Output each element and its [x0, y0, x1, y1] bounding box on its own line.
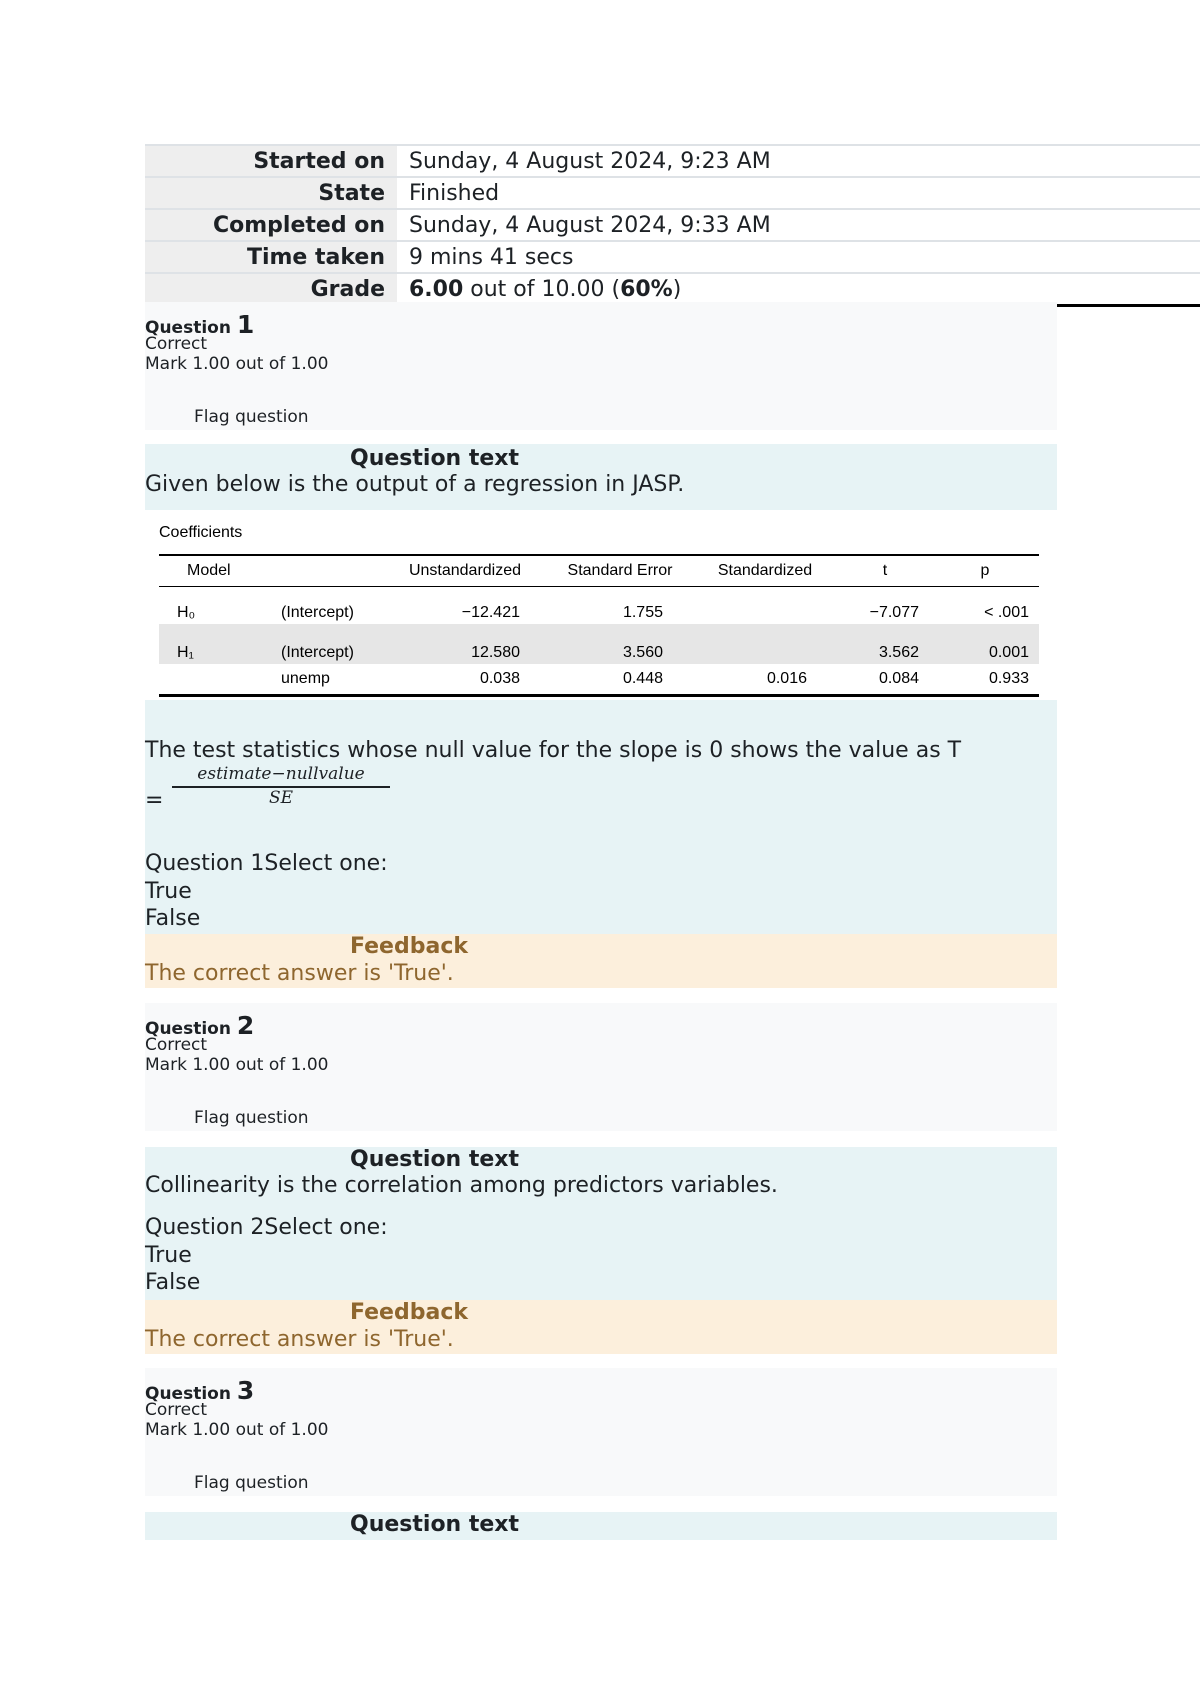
- summary-label: Grade: [145, 273, 397, 306]
- cell-p: 0.001: [988, 644, 1029, 661]
- cell-p: 0.933: [988, 670, 1029, 687]
- question-grade: Mark 1.00 out of 1.00: [145, 1055, 329, 1075]
- question-formulation-1-top: [145, 444, 1057, 511]
- question-statement: The test statistics whose null value for the slope is 0 shows the value as T: [145, 738, 962, 763]
- question-state: Correct: [145, 1400, 208, 1420]
- cell-term: (Intercept): [281, 604, 354, 621]
- cell-t: 3.562: [878, 644, 919, 661]
- feedback-2: [145, 1300, 1057, 1354]
- question-state: Correct: [145, 1035, 208, 1055]
- summary-row-started: [145, 145, 1200, 177]
- flag-question-link[interactable]: Flag question: [194, 1473, 309, 1493]
- select-one-prompt: Question 2Select one:: [145, 1215, 388, 1240]
- col-header-t: t: [882, 562, 888, 579]
- feedback-1: [145, 934, 1057, 988]
- formula-equals: =: [145, 788, 164, 813]
- cell-model: H₀: [177, 604, 196, 621]
- table-header-rule: [159, 586, 1039, 587]
- feedback-text: The correct answer is 'True'.: [145, 1327, 454, 1352]
- grade-value: [397, 273, 1200, 306]
- table-caption: Coefficients: [159, 524, 243, 541]
- cell-t: 0.084: [878, 670, 919, 687]
- question-info-1: [145, 302, 1057, 430]
- question-number-value: 3: [236, 1376, 255, 1405]
- col-header-p: p: [980, 562, 990, 579]
- grade-score: 6.00: [409, 276, 464, 302]
- col-header-standardized: Standardized: [717, 562, 813, 579]
- flag-question-link[interactable]: Flag question: [194, 407, 309, 427]
- summary-row-state: [145, 177, 1200, 209]
- summary-value: Finished: [397, 177, 1200, 209]
- question-info-3: [145, 1368, 1057, 1496]
- formula-numerator: estimate−nullvalue: [197, 764, 365, 784]
- cell-t: −7.077: [869, 604, 919, 621]
- cell-unstandardized: −12.421: [461, 604, 520, 621]
- summary-row-completed: [145, 209, 1200, 241]
- feedback-header: Feedback: [350, 1300, 468, 1325]
- summary-value: 9 mins 41 secs: [397, 241, 1200, 273]
- summary-value: Sunday, 4 August 2024, 9:33 AM: [397, 209, 1200, 241]
- cell-standard-error: 0.448: [622, 670, 663, 687]
- answer-option-false[interactable]: False: [145, 1270, 201, 1295]
- answer-option-true[interactable]: True: [145, 879, 192, 904]
- question-state: Correct: [145, 334, 208, 354]
- summary-row-grade: [145, 273, 1200, 306]
- grade-out-of: out of 10.00 (: [463, 276, 621, 302]
- cell-standard-error: 1.755: [622, 604, 663, 621]
- question-grade: Mark 1.00 out of 1.00: [145, 354, 329, 374]
- summary-label: Started on: [145, 145, 397, 177]
- question-formulation-2: [145, 1147, 1057, 1300]
- col-header-standard-error: Standard Error: [567, 562, 673, 579]
- jasp-coefficients-table: [145, 510, 1057, 700]
- question-text: Collinearity is the correlation among predictors variables.: [145, 1173, 778, 1198]
- cell-term: unemp: [281, 670, 330, 687]
- feedback-text: The correct answer is 'True'.: [145, 961, 454, 986]
- question-text-header: Question text: [350, 1147, 520, 1172]
- summary-label: Completed on: [145, 209, 397, 241]
- feedback-header: Feedback: [350, 934, 468, 959]
- cell-standard-error: 3.560: [622, 644, 663, 661]
- question-number-value: 1: [236, 310, 255, 339]
- grade-close: ): [672, 276, 682, 302]
- attempt-summary-table: [145, 144, 1200, 307]
- table-bottom-rule: [159, 694, 1039, 697]
- question-info-2: [145, 1003, 1057, 1131]
- cell-model: H₁: [177, 644, 194, 661]
- question-number-value: 2: [236, 1011, 255, 1040]
- cell-standardized: 0.016: [766, 670, 807, 687]
- question-formulation-3: [145, 1512, 1057, 1540]
- cell-unstandardized: 0.038: [479, 670, 520, 687]
- question-number: Question 3: [145, 1376, 255, 1405]
- col-header-unstandardized: Unstandardized: [408, 562, 522, 579]
- cell-unstandardized: 12.580: [471, 644, 520, 661]
- formula-denominator: SE: [268, 788, 294, 808]
- question-formulation-1-bottom: [145, 700, 1057, 934]
- summary-label: State: [145, 177, 397, 209]
- question-text-header: Question text: [350, 1512, 520, 1537]
- flag-question-link[interactable]: Flag question: [194, 1108, 309, 1128]
- summary-row-time-taken: [145, 241, 1200, 273]
- question-text: Given below is the output of a regression in JASP.: [145, 472, 685, 497]
- summary-label: Time taken: [145, 241, 397, 273]
- summary-value: Sunday, 4 August 2024, 9:23 AM: [397, 145, 1200, 177]
- question-grade: Mark 1.00 out of 1.00: [145, 1420, 329, 1440]
- table-top-rule: [159, 554, 1039, 556]
- answer-option-false[interactable]: False: [145, 906, 201, 931]
- question-number: Question 2: [145, 1011, 255, 1040]
- cell-p: < .001: [984, 604, 1029, 621]
- answer-option-true[interactable]: True: [145, 1243, 192, 1268]
- question-text-header: Question text: [350, 446, 520, 471]
- col-header-model: Model: [187, 562, 231, 579]
- cell-term: (Intercept): [281, 644, 354, 661]
- select-one-prompt: Question 1Select one:: [145, 851, 388, 876]
- question-number: Question 1: [145, 310, 255, 339]
- grade-percent: 60%: [620, 276, 673, 302]
